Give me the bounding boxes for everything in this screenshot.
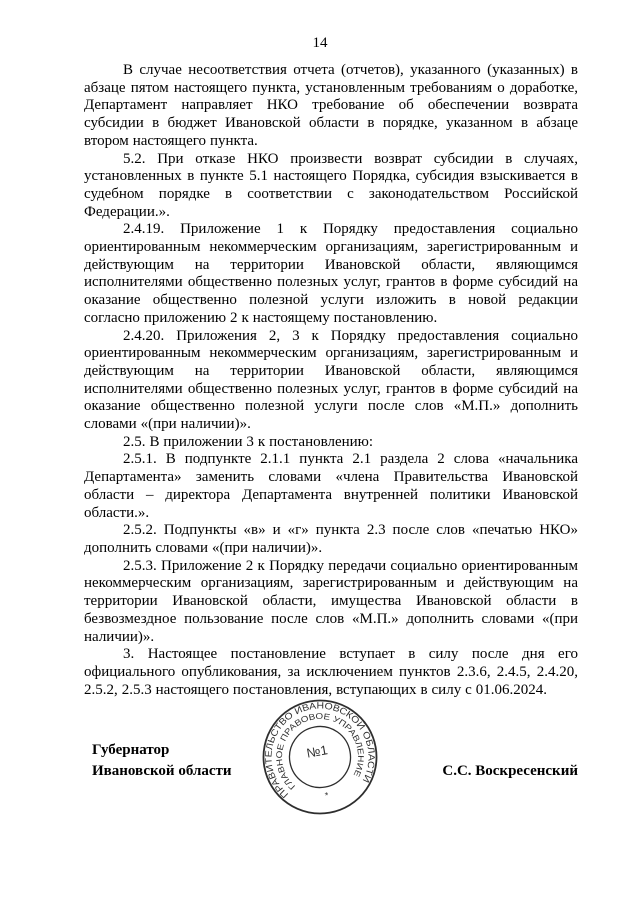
stamp-inner-ring-label: ГЛАВНОЕ ПРАВОВОЕ УПРАВЛЕНИЕ [273, 710, 367, 793]
stamp-center-number: №1 [305, 742, 329, 761]
stamp-outer-ring-label: ПРАВИТЕЛЬСТВО ИВАНОВСКОЙ ОБЛАСТИ [263, 700, 377, 801]
page-number: 14 [312, 35, 328, 51]
signer-post-line1: Губернатор [92, 742, 170, 758]
paragraph-2-5-3: 2.5.3. Приложение 2 к Порядку передачи социально ориентированным некоммерческим организациям, зарегистрированным и действующим на территории Ивановской области, имущества Ивановской области в безвозмездное пользование после слов «М.П.» дополнить словами «(при наличии)». [84, 557, 578, 645]
stamp-separator-star: * [324, 790, 330, 801]
paragraph-2-5: 2.5. В приложении 3 к постановлению: [123, 433, 374, 450]
document-body [84, 62, 578, 699]
paragraph-2-4-19: 2.4.19. Приложение 1 к Порядку предоставления социально ориентированным некоммерческим организациям, зарегистрированным и действующим на территории Ивановской области, являющимся исполнителями общественно полезных услуг, грантов в форме субсидий на оказание общественно полезной услуги изложить в новой редакции согласно приложению 2 к настоящему постановлению. [84, 221, 578, 326]
signer-post [92, 740, 232, 782]
signer-post-line2: Ивановской области [92, 763, 232, 779]
official-seal-stamp [258, 695, 382, 819]
paragraph-2-5-2: 2.5.2. Подпункты «в» и «г» пункта 2.3 после слов «печатью НКО» дополнить словами «(при наличии)». [84, 522, 578, 556]
paragraph-report-mismatch: В случае несоответствия отчета (отчетов), указанного (указанных) в абзаце пятом настоящего пункта, установленным требованиям о доработке, Департамент направляет НКО требование об обеспечении возврата субсидии в бюджет Ивановской области в порядке, указанном в абзаце втором настоящего пункта. [84, 62, 578, 149]
paragraph-5-2: 5.2. При отказе НКО произвести возврат субсидии в случаях, установленных в пункте 5.1 настоящего Порядка, субсидия взыскивается в судебном порядке в соответствии с законодательством Российской Федерации.». [84, 150, 578, 220]
paragraph-3-entry-into-force: 3. Настоящее постановление вступает в силу после дня его официального опубликования, за исключением пунктов 2.3.6, 2.4.5, 2.4.20, 2.5.2, 2.5.3 настоящего постановления, вступающих в силу с 01.06.2024. [84, 646, 578, 698]
paragraph-2-4-20: 2.4.20. Приложения 2, 3 к Порядку предоставления социально ориентированным некоммерческим организациям, зарегистрированным и действующим на территории Ивановской области, являющимся исполнителями общественно полезных услуг, грантов в форме субсидий на оказание общественно полезной услуги после слов «М.П.» дополнить словами «(при наличии)». [84, 327, 578, 433]
paragraph-2-5-1: 2.5.1. В подпункте 2.1.1 пункта 2.1 раздела 2 слова «начальника Департамента» заменить словами «члена Правительства Ивановской области – директора Департамента внутренней политики Ивановской области.». [84, 451, 578, 521]
signer-name: С.С. Воскресенский [442, 763, 578, 779]
